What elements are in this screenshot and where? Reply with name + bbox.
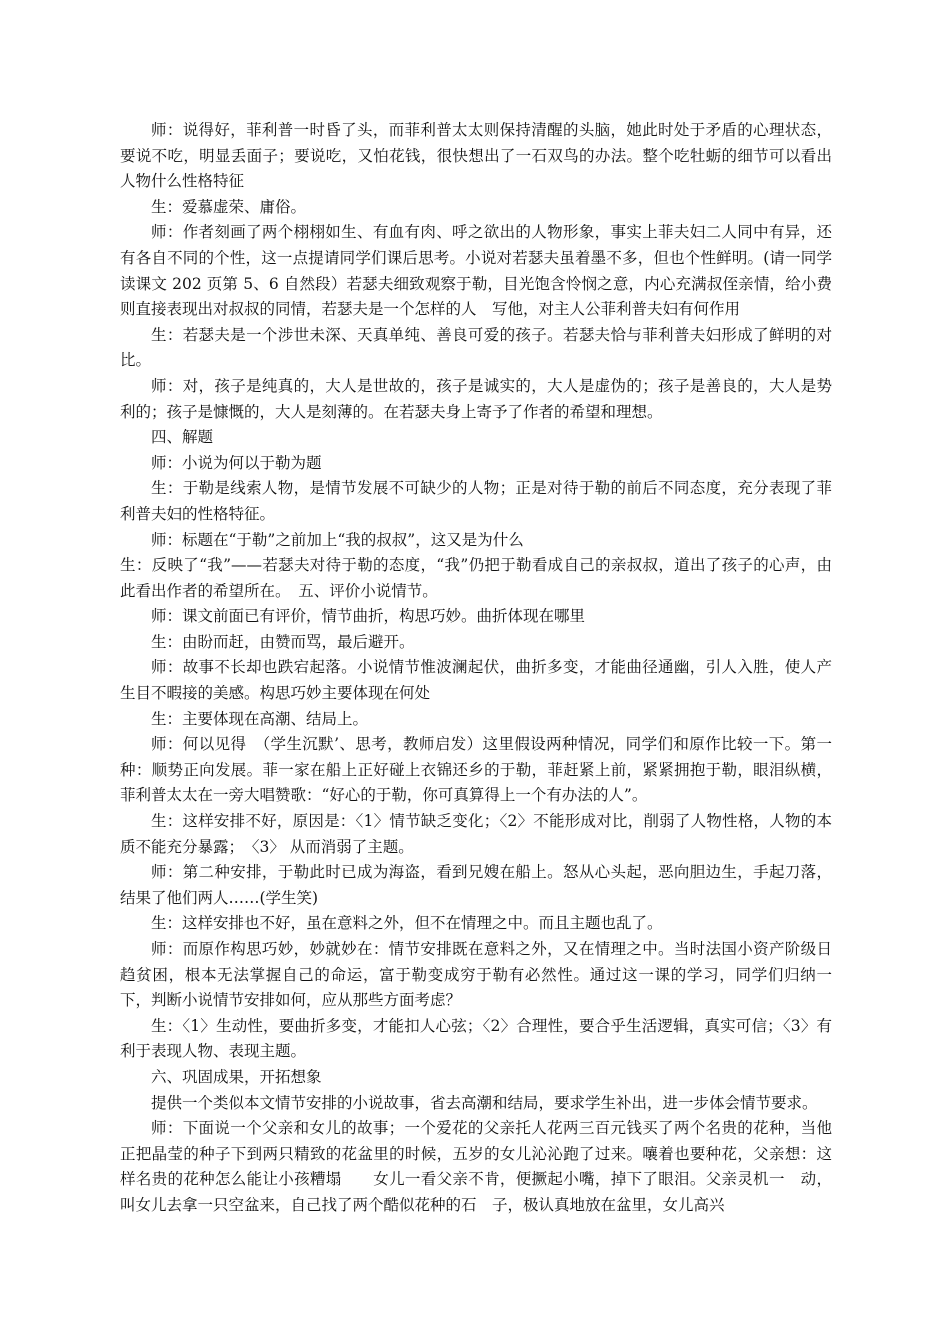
paragraph: 生：爱慕虚荣、庸俗。 bbox=[151, 197, 307, 216]
paragraph: 师：故事不长却也跌宕起落。小说情节惟波澜起伏，曲折多变，才能曲径通幽，引人入胜，使人产生目不暇接的美感。构思巧妙主要体现在何处 bbox=[120, 658, 832, 703]
paragraph: 师：作者刻画了两个栩栩如生、有血有肉、呼之欲出的人物形象，事实上菲夫妇二人同中有异，还有各自不同的个性，这一点提请同学们课后思考。小说对若瑟夫虽着墨不多，但也个性鲜明。(请一同学读课文 202 页第 5、6 自然段）若瑟夫细致观察于勒，目光饱含怜悯之意，内心充满叔侄亲情，给小费则直接表现出对叔叔的同情，若瑟夫是一个怎样的人 写他，对主人公菲利普夫妇有何作用 bbox=[120, 223, 832, 319]
paragraph: 提供一个类似本文情节安排的小说故事，省去高潮和结局，要求学生补出，进一步体会情节要求。 bbox=[151, 1093, 818, 1112]
paragraph: 生：由盼而赶，由赞而骂，最后避开。 bbox=[151, 632, 415, 651]
paragraph: 生：〈1〉生动性，要曲折多变，才能扣人心弦；〈2〉合理性，要合乎生活逻辑，真实可信；〈3〉有利于表现人物、表现主题。 bbox=[120, 1016, 832, 1061]
paragraph: 师：下面说一个父亲和女儿的故事；一个爱花的父亲托人花两三百元钱买了两个名贵的花种，当他正把晶莹的种子下到两只精致的花盆里的时候，五岁的女儿沁沁跑了过来。嚷着也要种花，父亲想：这样名贵的花种怎么能让小孩糟塌 女儿一看父亲不肯，便撅起小嘴，掉下了眼泪。父亲灵机一 动，叫女儿去拿一只空盆来，自己找了两个酷似花种的石 子，极认真地放在盆里，女儿高兴 bbox=[120, 1119, 832, 1214]
paragraph: 师：小说为何以于勒为题 bbox=[151, 453, 322, 472]
paragraph: 六、巩固成果，开拓想象 bbox=[151, 1067, 322, 1086]
paragraph: 生：这样安排也不好，虽在意料之外，但不在情理之中。而且主题也乱了。 bbox=[151, 914, 663, 933]
paragraph: 师：课文前面已有评价，情节曲折，构思巧妙。曲折体现在哪里 bbox=[151, 607, 586, 626]
paragraph: 师：第二种安排，于勒此时已成为海盗，看到兄嫂在船上。怒从心头起，恶向胆边生，手起刀落，结果了他们两人……(学生笑) bbox=[120, 863, 832, 907]
paragraph: 四、解题 bbox=[151, 428, 214, 447]
paragraph: 生：若瑟夫是一个涉世未深、天真单纯、善良可爱的孩子。若瑟夫恰与菲利普夫妇形成了鲜明的对比。 bbox=[120, 325, 832, 370]
paragraph: 生：反映了“我”——若瑟夫对待于勒的态度，“我”仍把于勒看成自己的亲叔叔，道出了孩子的心声，由此看出作者的希望所在。 五、评价小说情节。 bbox=[120, 556, 832, 600]
paragraph: 生：这样安排不好，原因是：〈1〉情节缺乏变化；〈2〉不能形成对比，削弱了人物性格，人物的本质不能充分暴露； 〈3〉 从而消弱了主题。 bbox=[120, 812, 832, 856]
paragraph: 生：于勒是线索人物，是情节发展不可缺少的人物；正是对待于勒的前后不同态度，充分表现了菲利普夫妇的性格特征。 bbox=[120, 479, 832, 523]
document-body bbox=[120, 118, 832, 1219]
paragraph: 生：主要体现在高潮、结局上。 bbox=[151, 709, 369, 728]
paragraph: 师：说得好，菲利普一时昏了头，而菲利普太太则保持清醒的头脑，她此时处于矛盾的心理状态，要说不吃，明显丢面子；要说吃，又怕花钱，很快想出了一石双鸟的办法。整个吃牡蛎的细节可以看出人物什么性格特征 bbox=[120, 121, 832, 191]
paragraph: 师：何以见得 （学生沉默’、思考，教师启发）这里假设两种情况，同学们和原作比较一下。第一种：顺势正向发展。菲一家在船上正好碰上衣锦还乡的于勒，菲赶紧上前，紧紧拥抱于勒，眼泪纵横，菲利普太太在一旁大唱赞歌：“好心的于勒，你可真算得上一个有办法的人”。 bbox=[120, 735, 832, 805]
paragraph: 师：而原作构思巧妙，妙就妙在：情节安排既在意料之外，又在情理之中。当时法国小资产阶级日趋贫困，根本无法掌握自己的命运，富于勒变成穷于勒有必然性。通过这一课的学习，同学们归纳一下，判断小说情节安排如何，应从那些方面考虑？ bbox=[120, 940, 832, 1010]
paragraph: 师：对，孩子是纯真的，大人是世故的，孩子是诚实的，大人是虚伪的；孩子是善良的，大人是势利的；孩子是慷慨的，大人是刻薄的。在若瑟夫身上寄予了作者的希望和理想。 bbox=[120, 376, 832, 421]
paragraph: 师：标题在“于勒”之前加上“我的叔叔”，这又是为什么 bbox=[151, 530, 524, 549]
